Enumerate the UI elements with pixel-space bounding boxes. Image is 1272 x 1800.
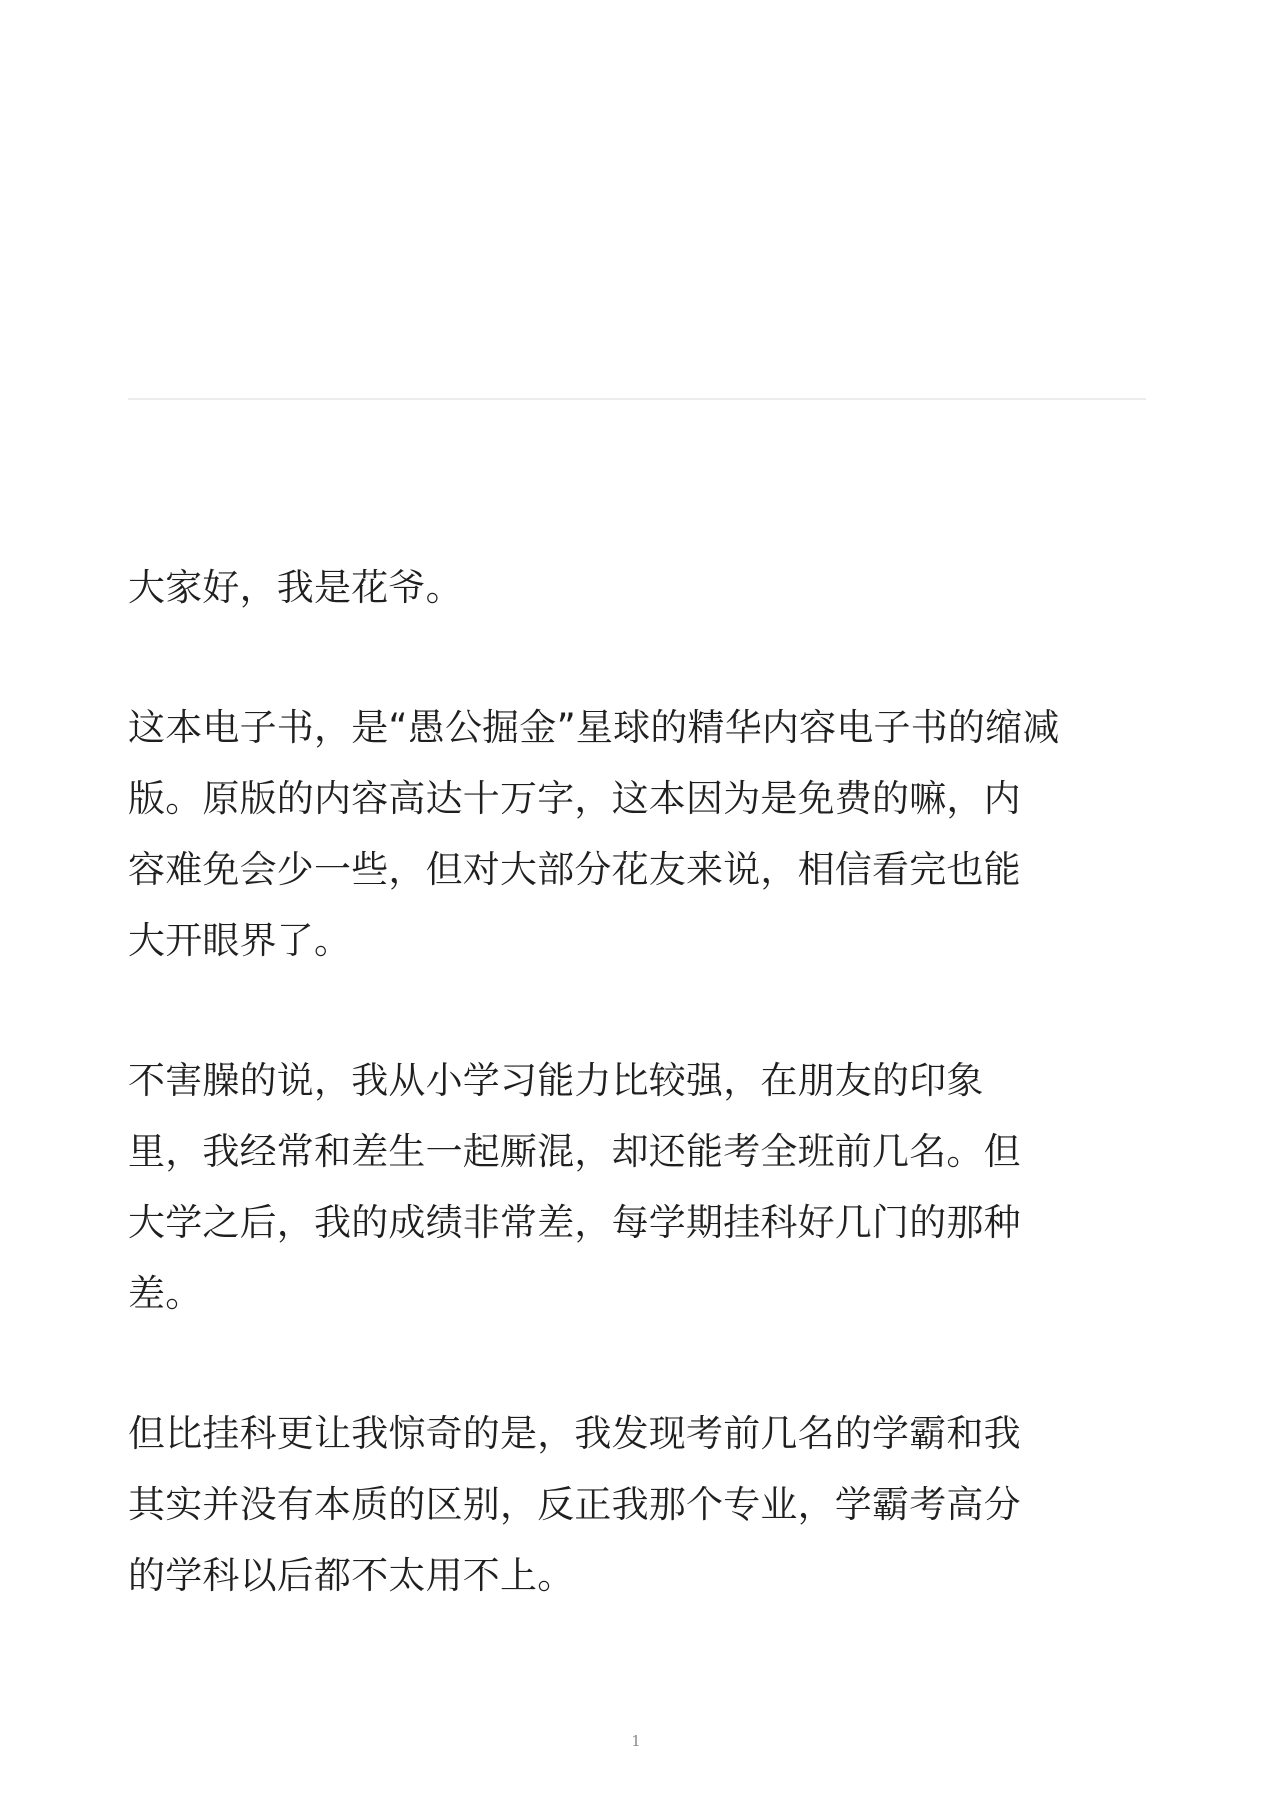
paragraph-ebook-intro — [128, 692, 1148, 976]
text-line: 差。 — [128, 1272, 203, 1315]
text-line: 里，我经常和差生一起厮混，却还能考全班前几名。但 — [128, 1130, 1021, 1173]
paragraph-background — [128, 1045, 1148, 1329]
header-divider — [128, 398, 1146, 400]
text-line: 大学之后，我的成绩非常差，每学期挂科好几门的那种 — [128, 1201, 1021, 1244]
text-line: 不害臊的说，我从小学习能力比较强，在朋友的印象 — [128, 1059, 984, 1102]
paragraph-observation — [128, 1398, 1148, 1611]
paragraph-greeting — [128, 552, 1148, 623]
text-line: 但比挂科更让我惊奇的是，我发现考前几名的学霸和我 — [128, 1412, 1021, 1455]
text-line: 其实并没有本质的区别，反正我那个专业，学霸考高分 — [128, 1483, 1021, 1526]
text-line: 这本电子书，是“愚公掘金”星球的精华内容电子书的缩减 — [128, 706, 1060, 749]
text-line: 版。原版的内容高达十万字，这本因为是免费的嘛，内 — [128, 777, 1021, 820]
body-text — [128, 552, 1148, 1611]
text-line: 大开眼界了。 — [128, 919, 352, 962]
text-line: 的学科以后都不太用不上。 — [128, 1554, 575, 1597]
text-line: 容难免会少一些，但对大部分花友来说，相信看完也能 — [128, 848, 1021, 891]
text-line: 大家好，我是花爷。 — [128, 566, 463, 609]
page-number: 1 — [631, 1732, 641, 1750]
